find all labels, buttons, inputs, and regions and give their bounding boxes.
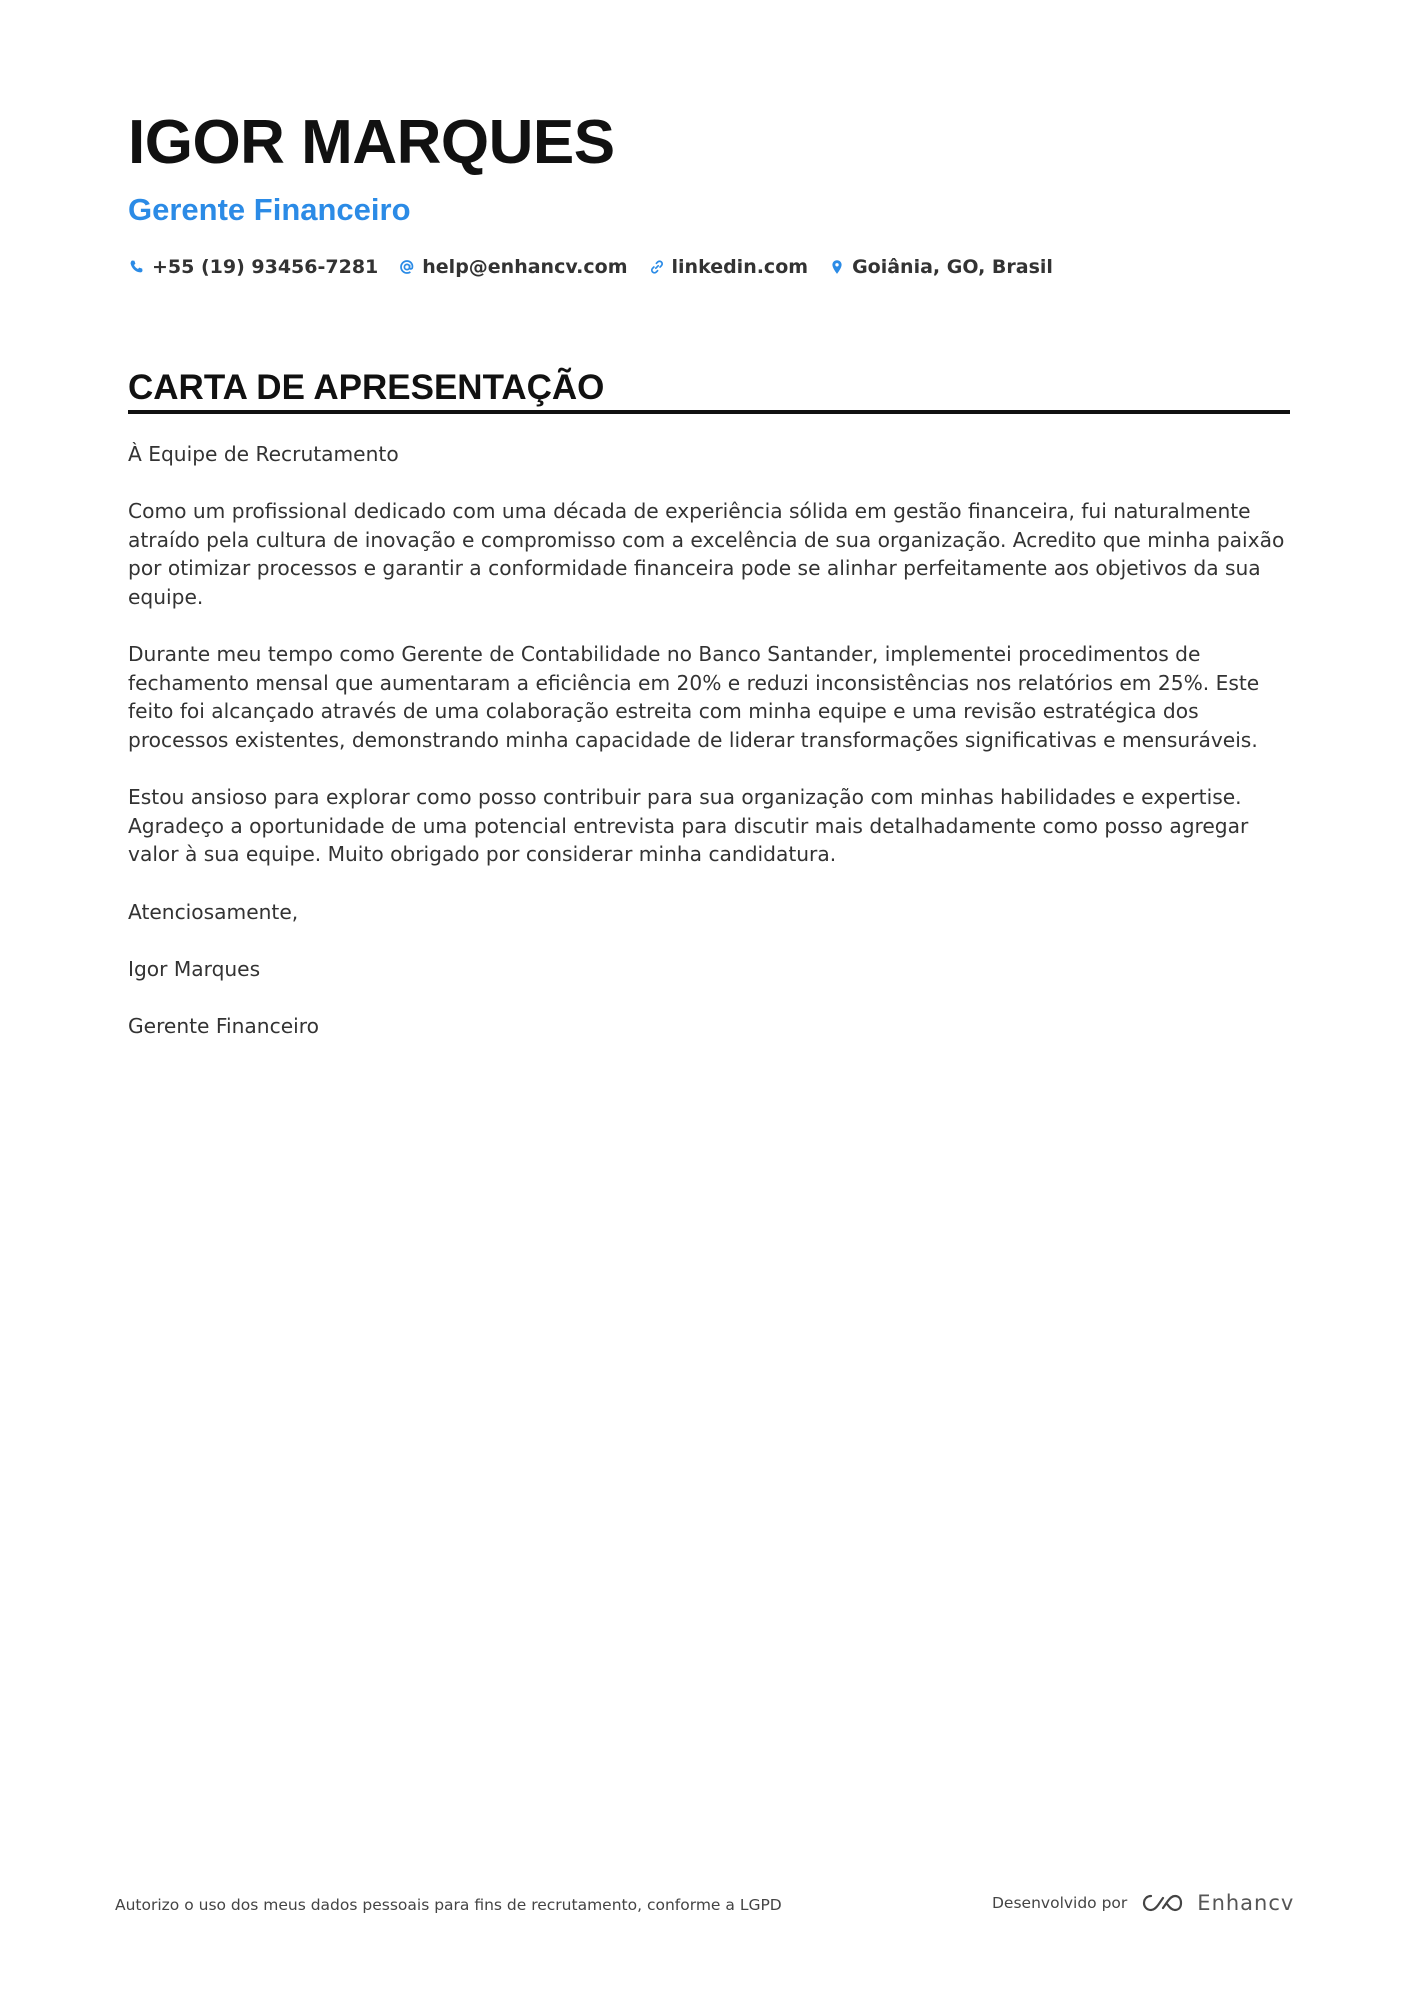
letter-paragraph: Estou ansioso para explorar como posso contribuir para sua organização com minhas habilidades e expertise. Agradeço a oportunidade de uma potencial entrevista para discutir mais detalhadamente como posso agregar valor à sua equipe. Muito obrigado por considerar minha candidatura. (128, 785, 1249, 867)
consent-note: Autorizo o uso dos meus dados pessoais para fins de recrutamento, conforme a LGPD (115, 1896, 782, 1914)
location-pin-icon (828, 258, 846, 276)
powered-by[interactable] (992, 1891, 1294, 1915)
enhancv-brand-name: Enhancv (1197, 1891, 1295, 1915)
signature-name: Igor Marques (128, 956, 261, 981)
signature-role: Gerente Financeiro (128, 1013, 319, 1038)
contact-linkedin-text: linkedin.com (671, 256, 809, 278)
contact-location (828, 256, 1053, 278)
letter-paragraph: Como um profissional dedicado com uma década de experiência sólida em gestão financeira, fui naturalmente atraído pela cultura de inovação e compromisso com a excelência de sua organização. Acredito que minha paixão por otimizar processos e garantir a conformidade financeira pode se alinhar perfeitamente aos objetivos da sua equipe. (128, 499, 1285, 609)
link-icon (648, 258, 666, 276)
letter-body (128, 440, 1290, 1069)
letter-salutation: À Equipe de Recrutamento (128, 442, 399, 466)
candidate-role: Gerente Financeiro (128, 192, 411, 227)
powered-by-label: Desenvolvido por (992, 1894, 1128, 1912)
contact-email[interactable] (398, 256, 627, 278)
contact-email-text: help@enhancv.com (422, 256, 628, 278)
section-divider (128, 410, 1290, 414)
letter-closing: Atenciosamente, (128, 899, 299, 924)
letter-paragraph: Durante meu tempo como Gerente de Contabilidade no Banco Santander, implementei procedimentos de fechamento mensal que aumentaram a eficiência em 20% e reduzi inconsistências nos relatórios em 25%. Este feito foi alcançado através de uma colaboração estreita com minha equipe e uma revisão estratégica dos processos existentes, demonstrando minha capacidade de liderar transformações significativas e mensuráveis. (128, 642, 1260, 752)
at-icon (398, 258, 416, 276)
phone-icon (128, 258, 146, 276)
enhancv-logo-icon (1139, 1891, 1185, 1915)
candidate-name: IGOR MARQUES (128, 108, 615, 177)
contact-location-text: Goiânia, GO, Brasil (852, 256, 1053, 278)
contact-phone-text: +55 (19) 93456-7281 (152, 256, 379, 278)
contact-linkedin[interactable] (648, 256, 809, 278)
section-title: CARTA DE APRESENTAÇÃO (128, 368, 605, 407)
contact-phone (128, 256, 378, 278)
contact-bar (128, 256, 1073, 278)
